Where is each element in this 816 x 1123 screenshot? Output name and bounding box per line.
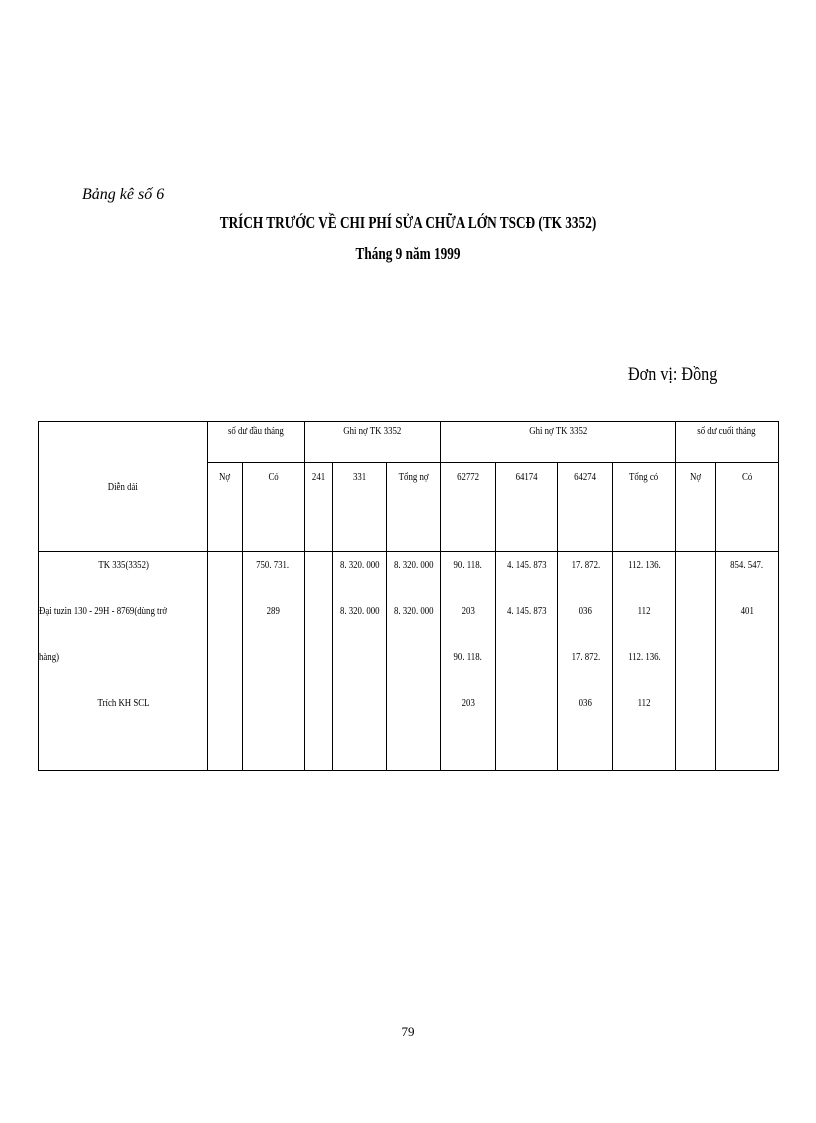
cell-value-line: 401 xyxy=(740,605,754,617)
subheader-co-end: Có xyxy=(715,463,778,552)
value-cell-tong-co xyxy=(613,552,675,771)
cell-value-line: 854. 547. xyxy=(730,559,764,571)
subheader-64174: 64174 xyxy=(496,463,558,552)
opening-balance-header: số dư đầu tháng xyxy=(208,422,304,463)
closing-balance-header: số dư cuối tháng xyxy=(675,422,778,463)
cell-value-line: 17. 872. xyxy=(571,651,600,663)
cell-value-line: 4. 145. 873 xyxy=(506,559,547,571)
cell-value-line: 036 xyxy=(578,605,593,617)
cell-value-line: 750. 731. xyxy=(256,559,290,571)
credit-group-header: Ghi nợ TK 3352 xyxy=(441,422,676,463)
subheader-no-end: Nợ xyxy=(675,463,715,552)
value-cell-331 xyxy=(332,552,386,771)
table-label: Bảng kê số 6 xyxy=(82,186,165,203)
cell-value-line: 203 xyxy=(461,605,475,617)
document-title: TRÍCH TRƯỚC VỀ CHI PHÍ SỬA CHỮA LỚN TSCĐ (TK 3352) xyxy=(219,213,597,232)
cell-value-line: 112. 136. xyxy=(627,651,661,663)
value-cell-64274 xyxy=(558,552,613,771)
table-row xyxy=(39,552,779,771)
cell-value-line: 112. 136. xyxy=(627,559,661,571)
cell-value-line: 4. 145. 873 xyxy=(506,605,547,617)
value-cell-64174 xyxy=(496,552,558,771)
value-cell-closing-co xyxy=(715,552,778,771)
cell-value-line: 90. 118. xyxy=(453,651,483,663)
value-cell-closing-no xyxy=(675,552,715,771)
subheader-64274: 64274 xyxy=(558,463,613,552)
ledger-table xyxy=(38,421,779,771)
cell-value-line: 036 xyxy=(578,697,593,709)
cell-value-line: 8. 320. 000 xyxy=(393,605,434,617)
value-cell-opening-co xyxy=(242,552,304,771)
desc-header: Diễn dải xyxy=(39,422,208,552)
value-cell-241 xyxy=(304,552,332,771)
cell-value-line: 8. 320. 000 xyxy=(339,605,380,617)
subheader-62772: 62772 xyxy=(441,463,496,552)
debit-group-header: Ghi nợ TK 3352 xyxy=(304,422,440,463)
subheader-331: 331 xyxy=(332,463,386,552)
page-number: 79 xyxy=(401,1024,415,1039)
cell-value-line: 203 xyxy=(461,697,475,709)
desc-cell: TK 335(3352) Đại tuzin 130 - 29H - 8769(dùng trở hàng) Trích KH SCL xyxy=(39,552,208,771)
value-cell-opening-no xyxy=(208,552,242,771)
cell-value-line: 8. 320. 000 xyxy=(393,559,434,571)
cell-value-line: 112 xyxy=(637,605,651,617)
subheader-tong-co: Tổng có xyxy=(613,463,675,552)
header-row-groups xyxy=(39,422,779,463)
cell-value-line: 289 xyxy=(266,605,280,617)
cell-value-line: 90. 118. xyxy=(453,559,483,571)
cell-value-line: 8. 320. 000 xyxy=(339,559,380,571)
subheader-tong-no: Tổng nợ xyxy=(386,463,440,552)
subheader-no: Nợ xyxy=(208,463,242,552)
value-cell-tong-no xyxy=(386,552,440,771)
subheader-241: 241 xyxy=(304,463,332,552)
cell-value-line: 112 xyxy=(637,697,651,709)
unit-label: Đơn vị: Đồng xyxy=(628,364,718,385)
document-subtitle: Tháng 9 năm 1999 xyxy=(355,244,461,263)
cell-value-line: 17. 872. xyxy=(571,559,600,571)
value-cell-62772 xyxy=(441,552,496,771)
subheader-co: Có xyxy=(242,463,304,552)
